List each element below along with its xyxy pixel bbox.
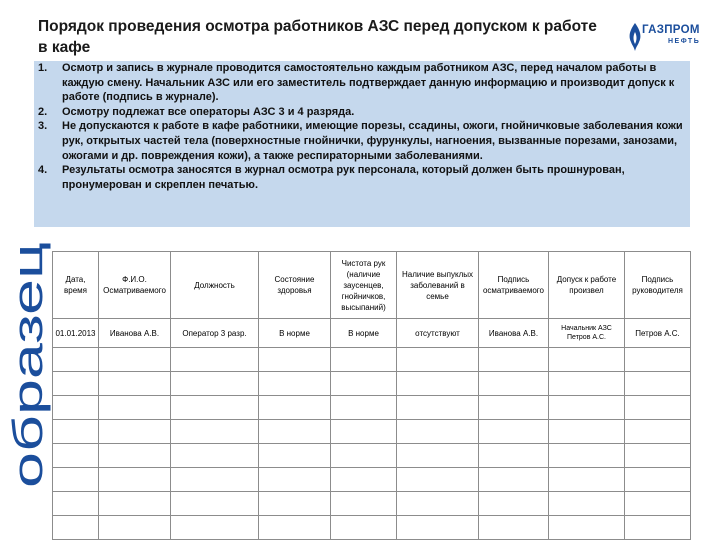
column-header: Наличие выпуклых заболеваний в семье xyxy=(397,252,479,319)
table-cell xyxy=(625,396,691,420)
table-cell xyxy=(171,396,259,420)
table-row xyxy=(53,348,691,372)
table-cell xyxy=(549,396,625,420)
table-header-row xyxy=(53,252,691,319)
table-cell xyxy=(397,420,479,444)
table-cell xyxy=(331,372,397,396)
table-cell xyxy=(331,396,397,420)
table-cell xyxy=(397,492,479,516)
column-header: Чистота рук (наличие заусенцев, гнойничков, высыпаний) xyxy=(331,252,397,319)
table-cell xyxy=(99,468,171,492)
table-row xyxy=(53,492,691,516)
table-cell xyxy=(549,348,625,372)
column-header: Подпись руководителя xyxy=(625,252,691,319)
table-cell xyxy=(259,468,331,492)
rules-list xyxy=(34,61,690,192)
table-cell xyxy=(331,492,397,516)
table-cell xyxy=(53,516,99,540)
table-cell: Оператор 3 разр. xyxy=(171,319,259,348)
table-cell xyxy=(549,492,625,516)
table-cell xyxy=(171,348,259,372)
gazprom-neft-logo xyxy=(626,22,704,54)
table-cell xyxy=(171,516,259,540)
inspection-log-table xyxy=(52,251,691,540)
table-cell xyxy=(99,372,171,396)
table-row xyxy=(53,420,691,444)
rule-item xyxy=(34,61,690,105)
page-title: Порядок проведения осмотра работников АЗС перед допуском к работе в кафе xyxy=(38,18,597,56)
table-cell: В норме xyxy=(331,319,397,348)
table-cell: 01.01.2013 xyxy=(53,319,99,348)
table-cell xyxy=(99,516,171,540)
table-cell xyxy=(259,372,331,396)
table-cell xyxy=(99,492,171,516)
table-cell xyxy=(549,516,625,540)
column-header: Должность xyxy=(171,252,259,319)
table-cell xyxy=(625,444,691,468)
table-cell xyxy=(479,396,549,420)
table-cell xyxy=(625,348,691,372)
table-cell xyxy=(53,420,99,444)
table-cell xyxy=(53,492,99,516)
rule-number: 2. xyxy=(38,105,48,118)
table-cell xyxy=(53,372,99,396)
column-header: Допуск к работе произвел xyxy=(549,252,625,319)
rule-item xyxy=(34,119,690,163)
table-cell xyxy=(479,420,549,444)
table-cell xyxy=(625,420,691,444)
table-cell xyxy=(479,372,549,396)
table-row xyxy=(53,468,691,492)
table-cell xyxy=(53,396,99,420)
table-row xyxy=(53,372,691,396)
table-cell xyxy=(99,396,171,420)
table-cell xyxy=(549,372,625,396)
table-cell xyxy=(331,468,397,492)
table-cell xyxy=(331,516,397,540)
logo-subtitle: НЕФТЬ xyxy=(668,38,701,45)
table-cell xyxy=(625,468,691,492)
table-cell xyxy=(397,444,479,468)
table-cell xyxy=(625,372,691,396)
rules-panel xyxy=(34,61,690,227)
table-cell xyxy=(171,420,259,444)
rule-item xyxy=(34,163,690,192)
table-cell xyxy=(397,348,479,372)
rule-text: Не допускаются к работе в кафе работники, имеющие порезы, ссадины, ожоги, гнойничковые заболевания кожи рук, открытых частей тела (поверхностные гнойнички, фурункулы, нагноения, вызванные порезами, занозами, ожогами и др. повреждения кожи), а также респираторными заболеваниями. xyxy=(62,120,683,162)
table-cell xyxy=(397,516,479,540)
table-cell xyxy=(53,348,99,372)
sample-watermark xyxy=(4,240,51,490)
table-cell xyxy=(171,372,259,396)
rule-text: Осмотру подлежат все операторы АЗС 3 и 4 разряда. xyxy=(62,105,355,118)
table-cell xyxy=(259,348,331,372)
column-header: Дата, время xyxy=(53,252,99,319)
table-cell xyxy=(99,420,171,444)
table-cell xyxy=(625,492,691,516)
table-cell: Иванова А.В. xyxy=(99,319,171,348)
logo-name: ГАЗПРОМ xyxy=(642,24,700,36)
table-cell: Начальник АЗС Петров А.С. xyxy=(549,319,625,348)
column-header: Подпись осматриваемого xyxy=(479,252,549,319)
table-cell xyxy=(259,516,331,540)
column-header: Ф.И.О. Осматриваемого xyxy=(99,252,171,319)
rule-text: Осмотр и запись в журнале проводится самостоятельно каждым работником АЗС, перед началом работы в каждую смену. Начальник АЗС или его заместитель подтверждает данную информацию и производит допуск к работе (подпись в журнале). xyxy=(62,62,675,104)
table-cell xyxy=(259,396,331,420)
table-cell xyxy=(171,468,259,492)
table-cell xyxy=(53,468,99,492)
table-row xyxy=(53,396,691,420)
table-cell xyxy=(397,396,479,420)
table-row xyxy=(53,319,691,348)
rule-number: 4. xyxy=(38,164,48,177)
rule-number: 3. xyxy=(38,120,48,133)
table-cell xyxy=(331,444,397,468)
table-cell xyxy=(549,468,625,492)
table-row xyxy=(53,444,691,468)
table-cell xyxy=(259,420,331,444)
rule-number: 1. xyxy=(38,62,48,74)
table-cell xyxy=(625,516,691,540)
table-cell xyxy=(53,444,99,468)
table-cell xyxy=(397,468,479,492)
table-cell xyxy=(99,444,171,468)
table-cell xyxy=(549,444,625,468)
table-cell xyxy=(479,348,549,372)
column-header: Состояние здоровья xyxy=(259,252,331,319)
table-cell xyxy=(331,348,397,372)
table-cell xyxy=(259,444,331,468)
table-cell xyxy=(479,444,549,468)
table-cell xyxy=(171,492,259,516)
rule-text: Результаты осмотра заносятся в журнал осмотра рук персонала, который должен быть прошнурован, пронумерован и скреплен печатью. xyxy=(62,164,625,191)
watermark-text: образец xyxy=(4,328,51,488)
table-cell xyxy=(259,492,331,516)
table-cell xyxy=(479,492,549,516)
table-cell xyxy=(99,348,171,372)
table-cell: Петров А.С. xyxy=(625,319,691,348)
rule-item xyxy=(34,105,690,120)
table-cell: Иванова А.В. xyxy=(479,319,549,348)
table-cell xyxy=(171,444,259,468)
table-cell: отсутствуют xyxy=(397,319,479,348)
table-cell xyxy=(479,468,549,492)
table-row xyxy=(53,516,691,540)
table-cell: В норме xyxy=(259,319,331,348)
table-cell xyxy=(479,516,549,540)
table-cell xyxy=(549,420,625,444)
table-cell xyxy=(331,420,397,444)
table-cell xyxy=(397,372,479,396)
